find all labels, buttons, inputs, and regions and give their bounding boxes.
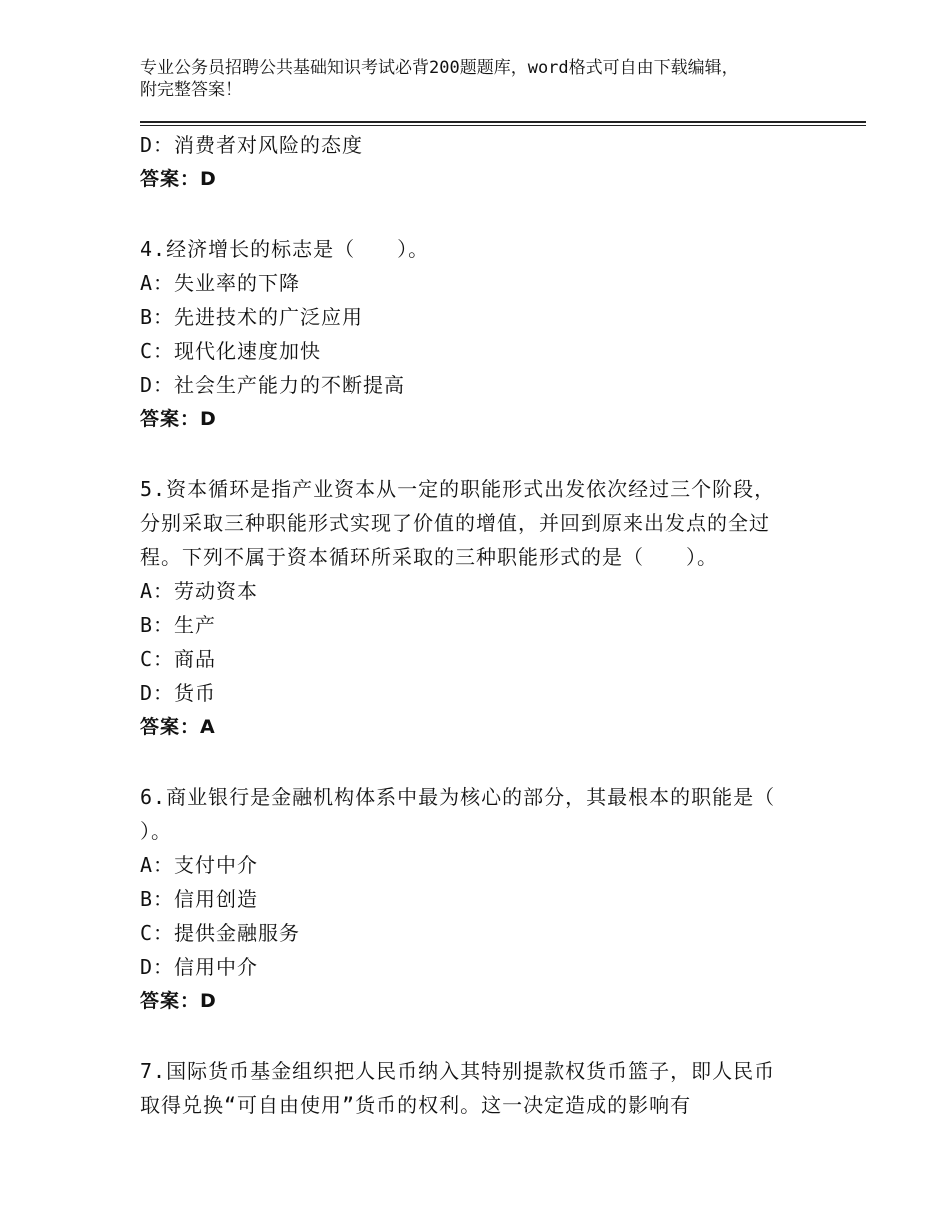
q6-option-b: B：信用创造 [140,887,259,911]
q5-option-b: B：生产 [140,613,217,637]
header-line-2: 附完整答案！ [140,80,242,100]
q6-option-a: A：支付中介 [140,853,259,877]
question-gap [140,436,830,472]
q3-answer: 答案：D [140,168,217,190]
question-gap [140,196,830,232]
q5-option-a: A：劳动资本 [140,579,259,603]
q6-stem-line-2: ）。 [140,819,172,843]
q5-stem-line-3: 程。下列不属于资本循环所采取的三种职能形式的是（ ）。 [140,545,718,569]
q5-stem-line-1: 5.资本循环是指产业资本从一定的职能形式出发依次经过三个阶段， [140,477,776,501]
q6-stem-line-1: 6.商业银行是金融机构体系中最为核心的部分，其最根本的职能是（ [140,785,776,809]
q5-answer: 答案：A [140,716,216,738]
page-header [140,57,830,101]
question-gap [140,1018,830,1054]
q4-option-b: B：先进技术的广泛应用 [140,305,364,329]
q4-option-d: D：社会生产能力的不断提高 [140,373,406,397]
q3-option-d: D：消费者对风险的态度 [140,133,364,157]
header-line-1: 专业公务员招聘公共基础知识考试必背200题题库，word格式可自由下载编辑， [140,58,739,78]
q4-answer: 答案：D [140,408,217,430]
q4-option-a: A：失业率的下降 [140,271,301,295]
q5-option-d: D：货币 [140,681,217,705]
header-rule-thin [140,125,866,126]
q6-option-d: D：信用中介 [140,955,259,979]
q7-stem-line-2: 取得兑换“可自由使用”货币的权利。这一决定造成的影响有 [140,1093,692,1117]
q5-stem-line-2: 分别采取三种职能形式实现了价值的增值，并回到原来出发点的全过 [140,511,770,535]
header-rule-thick [140,121,866,123]
q4-option-c: C：现代化速度加快 [140,339,322,363]
q7-stem-line-1: 7.国际货币基金组织把人民币纳入其特别提款权货币篮子，即人民币 [140,1059,776,1083]
q4-stem: 4.经济增长的标志是（ ）。 [140,237,430,261]
q5-option-c: C：商品 [140,647,217,671]
question-gap [140,744,830,780]
question-content [140,128,830,1122]
q6-option-c: C：提供金融服务 [140,921,301,945]
q6-answer: 答案：D [140,990,217,1012]
